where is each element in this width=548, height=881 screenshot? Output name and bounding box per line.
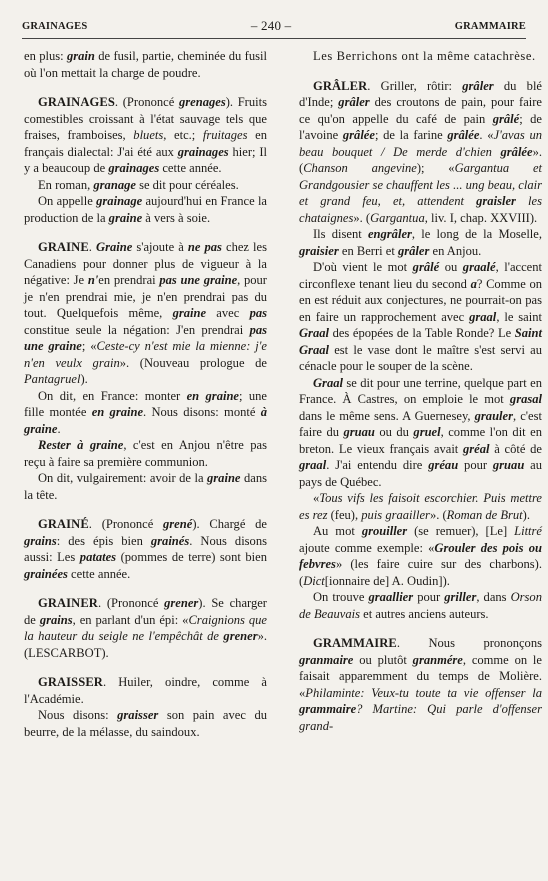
paragraph: D'où vient le mot grâlé ou graalé, l'accent circonflexe tenant lieu du second a? Comme on en est réduit aux conjectures, ne pourrait-on pas en faire un rapprochement avec graal, le saint Graal des épopées de la Table Ronde? Le Saint Graal est le vase dont le maître s'est servi au cénacle pour le souper de la scène. [299, 260, 543, 373]
paragraph: On trouve graallier pour griller, dans Orson de Beauvais et autres anciens auteurs. [299, 590, 542, 621]
paragraph: «Tous vifs les faisoit escorchier. Puis mettre es rez (feu), puis graailler». (Roman de Brut). [299, 491, 542, 522]
headword: GRAISSER [38, 675, 103, 689]
paragraph: En roman, granage se dit pour céréales. [38, 177, 239, 192]
running-header [22, 16, 526, 36]
paragraph: On dit, en France: monter en graine; une fille montée en graine. Nous disons: monté à graine. [24, 388, 267, 436]
paragraph: Rester à graine, c'est en Anjou n'être pas reçu à faire sa première communion. [24, 438, 267, 469]
paragraph: Au mot grouiller (se remuer), [Le] Littré ajoute comme exemple: «Grouler des pois ou febvres» (les faire cuire sur des charbons). (Dict[ionnaire de] A. Oudin]). [299, 524, 542, 588]
headword: GRAINE [38, 240, 89, 254]
headword: GRAINER [38, 596, 98, 610]
entry-grammaire: GRAMMAIRE. Nous prononçons granmaire ou plutôt granmére, comme on le faisait apparemment du temps de Molière. «Philaminte: Veux-tu toute ta vie offenser la grammaire? Martine: Qui parle d'offenser grand- [299, 636, 542, 733]
left-column [24, 48, 267, 740]
headword: GRAINAGES [38, 95, 115, 109]
headword: GRAMMAIRE [313, 636, 397, 650]
paragraph: On appelle grainage aujourd'hui en France la production de la graine à vers à soie. [24, 194, 267, 225]
entry-graine: GRAINE. Graine s'ajoute à ne pas chez les Canadiens pour donner plus de vigueur à la négative: Je n'en prendrai pas une graine, pour je n'en prendrai mie, je n'en prendrai pas du tout. Quelquefois même, graine avec pas constitue seule la négation: J'en prendrai pas une graine; «Ceste-cy n'est mie la mienne: j'e n'en veulx grain». (Nouveau prologue de Pantagruel). [24, 240, 268, 386]
header-rule [22, 38, 526, 39]
entry-graine-adj: GRAINÉ. (Prononcé grené). Chargé de grains: des épis bien grainés. Nous disons aussi: Les patates (pommes de terre) sont bien grainées cette année. [24, 517, 267, 581]
paragraph: Les Berrichons ont la même catachrèse. [313, 49, 536, 63]
entry-graisser: GRAISSER. Huiler, oindre, comme à l'Académie. [24, 675, 267, 706]
paragraph: Graal se dit pour une terrine, quelque part en France. À Castres, on emploie le mot grasal dans le même sens. A Guernesey, grauler, c'est faire du gruau ou du gruel, comme l'on dit en breton. Le vieux français avait gréal à côté de graal. J'ai entendu dire gréau pour gruau au pays de Québec. [299, 375, 542, 489]
headword: GRAINÉ [38, 517, 89, 531]
header-left-word: GRAINAGES [22, 20, 88, 32]
paragraph: On dit, vulgairement: avoir de la graine dans la tête. [24, 471, 267, 502]
right-column [299, 48, 542, 734]
paragraph-continuation: en plus: grain de fusil, partie, cheminée du fusil où l'on mettait la charge de poudre. [24, 49, 267, 80]
page-number: – 240 – [250, 18, 292, 33]
headword: GRÂLER [313, 78, 368, 93]
entry-graler: GRÂLER. Griller, rôtir: grâler du blé d'Inde; grâler des croutons de pain, pour faire ce qu'on appelle du café de pain grâlé; de l'avoine grâlée; de la farine grâlée. «J'avas un beau bouquet / De merde d'chien grâlée». (Chanson angevine); «Gargantua et Grandgousier se chauffent les ... ung beau, clair et grand feu, et, attendent graisler les chataignes». (Gargantua, liv. I, chap. XXVIII). [299, 78, 543, 225]
entry-grainages: GRAINAGES. (Prononcé grenages). Fruits comestibles croissant à l'état sauvage tels que fraises, framboises, bluets, etc.; fruitages en français dialectal: J'ai été aux grainages hier; Il y a beaucoup de grainages cette année. [24, 95, 267, 175]
paragraph: Ils disent engrâler, le long de la Moselle, graisier en Berri et grâler en Anjou. [299, 227, 543, 258]
paragraph: Nous disons: graisser son pain avec du beurre, de la mélasse, du saindoux. [24, 708, 268, 739]
entry-grainer: GRAINER. (Prononcé grener). Se charger de grains, en parlant d'un épi: «Craignions que la hauteur du seigle ne l'empêchât de grener». (LESCARBOT). [24, 596, 267, 660]
header-right-word: GRAMMAIRE [454, 20, 526, 32]
